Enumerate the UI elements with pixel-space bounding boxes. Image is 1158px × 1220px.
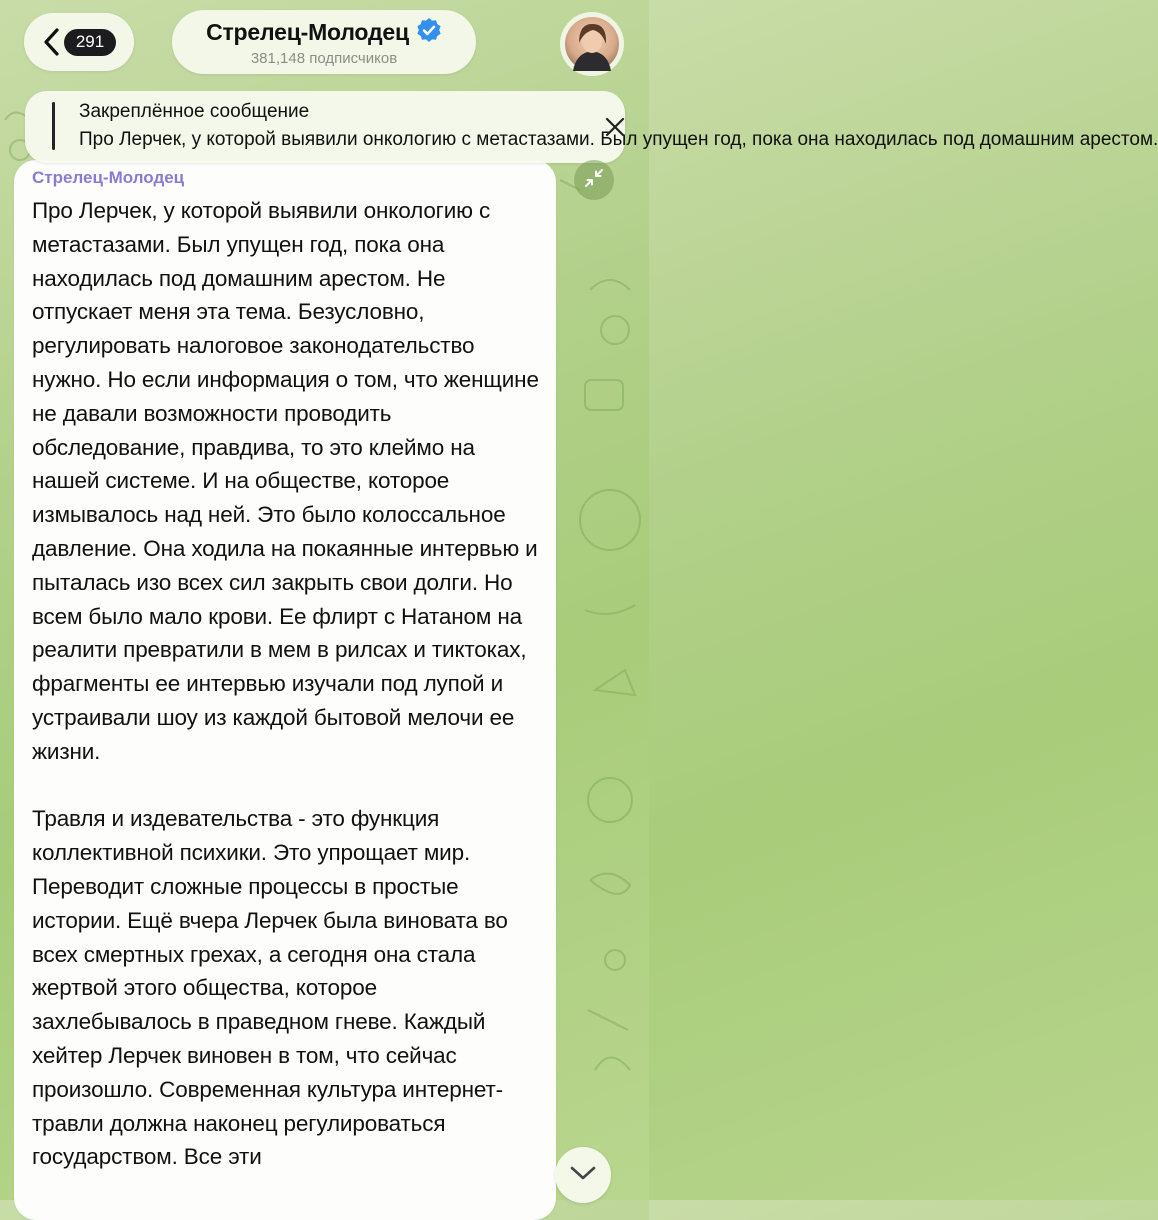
message-bubble[interactable] xyxy=(14,160,556,1220)
close-icon[interactable] xyxy=(603,115,627,139)
verified-badge-icon xyxy=(416,17,442,48)
subscriber-count: 381,148 подписчиков xyxy=(250,50,398,67)
pinned-title: Закреплённое сообщение xyxy=(79,101,310,122)
channel-title: Стрелец-Молодец xyxy=(206,19,409,45)
collapse-arrows-icon xyxy=(583,167,605,194)
pinned-preview-text: Про Лерчек, у которой выявили онкологию с метастазами. Был упущен год, пока она находилась под домашним арестом. xyxy=(79,129,1158,150)
avatar-photo xyxy=(565,17,619,71)
chevron-left-icon xyxy=(42,27,60,57)
channel-header[interactable] xyxy=(172,10,476,74)
chevron-down-icon xyxy=(569,1164,597,1187)
message-paragraph: Про Лерчек, у которой выявили онкологию с метастазами. Был упущен год, пока она находилась под домашним арестом. Не отпускает меня эта тема. Безусловно, регулировать налоговое законодательство нужно. Но если информация о том, что женщине не давали возможности проводить обследование, правдива, то это клеймо на нашей системе. И на обществе, которое измывалось над ней. Это было колоссальное давление. Она ходила на покаянные интервью и пыталась изо всех сил закрыть свои долги. Но всем было мало крови. Ее флирт с Натаном на реалити превратили в мем в рилсах и тиктоках, фрагменты ее интервью изучали под лупой и устраивали шоу из каждой бытовой мелочи ее жизни. xyxy=(32,198,539,764)
message-paragraph: Травля и издевательства - это функция коллективной психики. Это упрощает мир. Переводит сложные процессы в простые истории. Ещё вчера Лерчек была виновата во всех смертных грехах, а сегодня она стала жертвой этого общества, которое захлебывалось в праведном гневе. Каждый хейтер Лерчек виновен в том, что сейчас произошло. Современная культура интернет-травли должна наконец регулироваться государством. Все эти xyxy=(32,806,508,1170)
collapse-button[interactable] xyxy=(574,160,614,200)
unread-count-badge: 291 xyxy=(64,29,116,56)
avatar[interactable] xyxy=(560,12,624,76)
pinned-message-bar[interactable] xyxy=(25,91,1158,163)
pinned-indicator xyxy=(52,102,55,150)
back-button[interactable] xyxy=(24,13,134,71)
message-author[interactable]: Стрелец-Молодец xyxy=(32,168,185,187)
scroll-down-button[interactable] xyxy=(555,1147,611,1203)
